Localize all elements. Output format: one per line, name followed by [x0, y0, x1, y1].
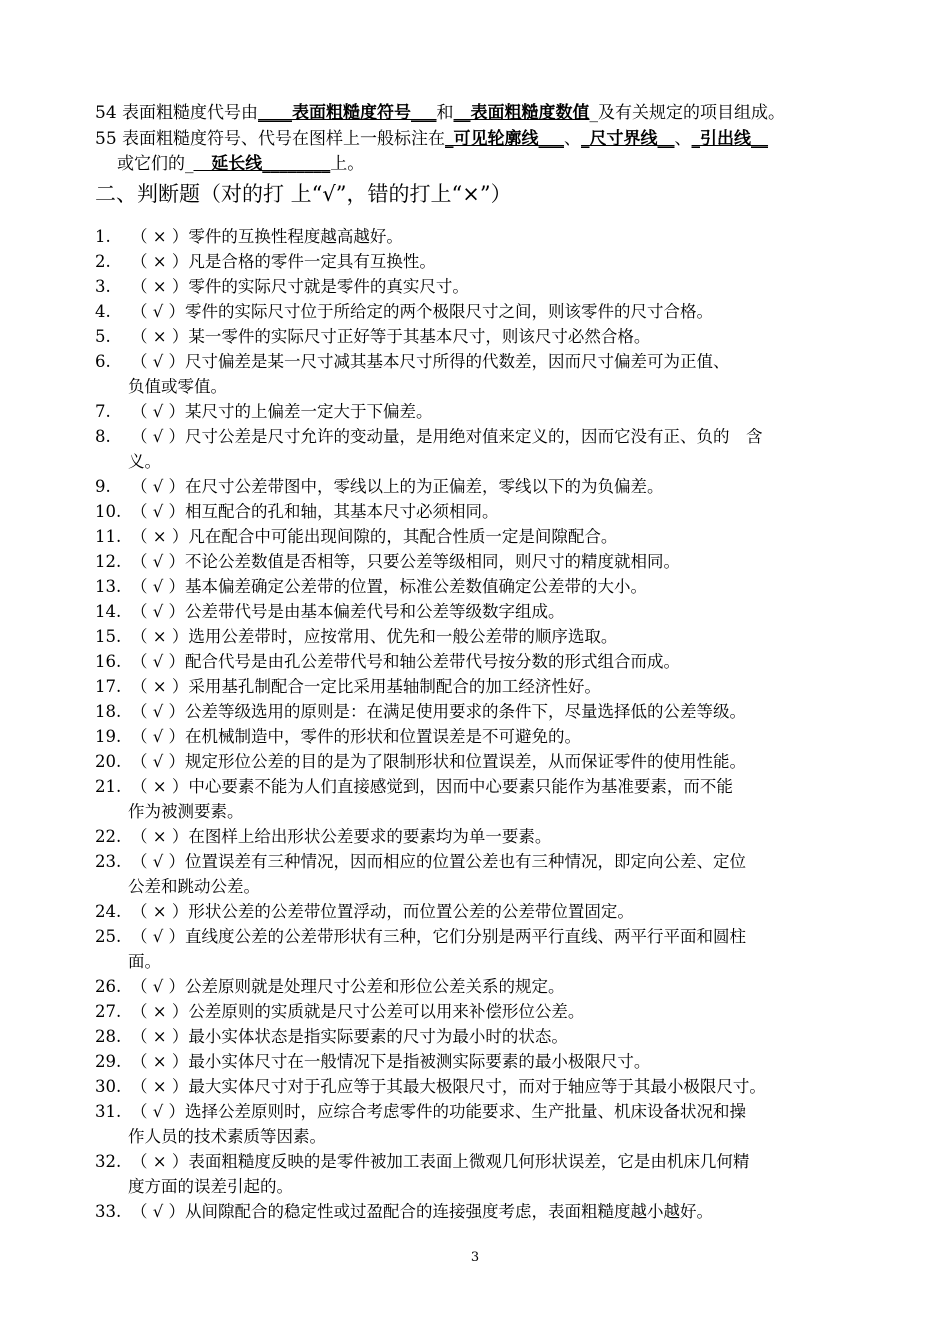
- item-statement: （ × ）中心要素不能为人们直接感觉到，因而中心要素只能作为基准要素，而不能: [131, 777, 733, 796]
- item-statement: （ × ）在图样上给出形状公差要求的要素均为单一要素。: [131, 827, 552, 846]
- list-item: [0, 1024, 950, 1049]
- question-55-continuation: [117, 152, 887, 177]
- list-item: [0, 924, 950, 974]
- item-statement: （ × ）最小实体尺寸在一般情况下是指被测实际要素的最小极限尺寸。: [131, 1052, 651, 1071]
- list-item: [0, 399, 950, 424]
- item-statement: （ √ ）相互配合的孔和轴，其基本尺寸必须相同。: [131, 502, 499, 521]
- item-statement: （ √ ）从间隙配合的稳定性或过盈配合的连接强度考虑，表面粗糙度越小越好。: [131, 1202, 714, 1221]
- item-text: [131, 1024, 861, 1049]
- list-item: [0, 674, 950, 699]
- item-number: 10.: [95, 502, 122, 521]
- item-statement: （ × ）最小实体状态是指实际要素的尺寸为最小时的状态。: [131, 1027, 568, 1046]
- item-number: 21.: [95, 777, 122, 796]
- question-55: [95, 127, 865, 152]
- q54-answer-2: __表面粗糙度数值: [453, 103, 590, 123]
- item-statement-continuation: 公差和跳动公差。: [128, 877, 260, 896]
- item-statement-continuation: 义。: [128, 452, 161, 471]
- item-statement: （ √ ）公差原则就是处理尺寸公差和形位公差关系的规定。: [131, 977, 565, 996]
- item-text: [131, 674, 861, 699]
- list-item: [0, 1199, 950, 1224]
- item-text: [128, 774, 861, 824]
- q54-middle: 和: [436, 103, 454, 123]
- item-text: [128, 424, 861, 474]
- item-statement: （ × ）最大实体尺寸对于孔应等于其最大极限尺寸，而对于轴应等于其最小极限尺寸。: [131, 1077, 766, 1096]
- item-statement: （ √ ）在尺寸公差带图中，零线以上的为正偏差，零线以下的为负偏差。: [131, 477, 664, 496]
- item-statement: （ √ ）公差带代号是由基本偏差代号和公差等级数字组成。: [131, 602, 565, 621]
- item-text: [128, 1149, 861, 1199]
- item-text: [128, 349, 861, 399]
- list-item: [0, 1099, 950, 1149]
- item-text: [131, 1049, 861, 1074]
- item-statement: （ × ）凡在配合中可能出现间隙的，其配合性质一定是间隙配合。: [131, 527, 618, 546]
- list-item: [0, 274, 950, 299]
- item-text: [128, 849, 861, 899]
- item-number: 16.: [95, 652, 122, 671]
- item-number: 1.: [95, 227, 111, 246]
- item-number: 13.: [95, 577, 122, 596]
- q55-answer-4: 延长线________: [193, 154, 331, 174]
- q55-cont-suffix: 上。: [330, 154, 365, 174]
- item-statement: （ √ ）公差等级选用的原则是：在满足使用要求的条件下，尽量选择低的公差等级。: [131, 702, 747, 721]
- list-item: [0, 424, 950, 474]
- list-item: [0, 549, 950, 574]
- q54-answer-1: ____表面粗糙度符号___: [258, 103, 437, 123]
- list-item: [0, 324, 950, 349]
- list-item: [0, 899, 950, 924]
- q55-answer-3: _引出线__: [691, 129, 769, 149]
- list-item: [0, 224, 950, 249]
- list-item: [0, 749, 950, 774]
- item-statement: （ √ ）基本偏差确定公差带的位置，标准公差数值确定公差带的大小。: [131, 577, 648, 596]
- item-text: [131, 524, 861, 549]
- list-item: [0, 999, 950, 1024]
- item-statement-continuation: 作人员的技术素质等因素。: [128, 1127, 326, 1146]
- item-number: 30.: [95, 1077, 122, 1096]
- list-item: [0, 974, 950, 999]
- true-false-list: [0, 224, 950, 1224]
- item-statement: （ × ）公差原则的实质就是尺寸公差可以用来补偿形位公差。: [131, 1002, 585, 1021]
- item-number: 31.: [95, 1102, 122, 1121]
- item-text: [131, 299, 861, 324]
- item-statement: （ √ ）规定形位公差的目的是为了限制形状和位置误差，从而保证零件的使用性能。: [131, 752, 747, 771]
- question-54: [95, 101, 865, 126]
- item-number: 23.: [95, 852, 122, 871]
- item-number: 29.: [95, 1052, 122, 1071]
- q54-suffix: _及有关规定的项目组成。: [589, 103, 786, 123]
- item-statement: （ √ ）位置误差有三种情况，因而相应的位置公差也有三种情况，即定向公差、定位: [131, 852, 747, 871]
- item-number: 33.: [95, 1202, 122, 1221]
- section-title: 二、判断题（对的打 上“√”，错的打上“×”）: [95, 182, 512, 206]
- list-item: [0, 699, 950, 724]
- list-item: [0, 524, 950, 549]
- item-number: 9.: [95, 477, 111, 496]
- item-number: 27.: [95, 1002, 122, 1021]
- item-number: 3.: [95, 277, 111, 296]
- item-statement-continuation: 度方面的误差引起的。: [128, 1177, 293, 1196]
- item-statement: （ √ ）直线度公差的公差带形状有三种，它们分别是两平行直线、两平行平面和圆柱: [131, 927, 747, 946]
- item-statement: （ × ）零件的实际尺寸就是零件的真实尺寸。: [131, 277, 469, 296]
- item-statement: （ √ ）选择公差原则时，应综合考虑零件的功能要求、生产批量、机床设备状况和操: [131, 1102, 747, 1121]
- item-statement: （ × ）采用基孔制配合一定比采用基轴制配合的加工经济性好。: [131, 677, 601, 696]
- item-text: [131, 274, 861, 299]
- item-number: 14.: [95, 602, 122, 621]
- item-statement-continuation: 面。: [128, 952, 161, 971]
- q55-answer-1: _可见轮廓线___: [445, 129, 565, 149]
- item-text: [131, 474, 861, 499]
- item-number: 11.: [95, 527, 122, 546]
- item-statement: （ × ）凡是合格的零件一定具有互换性。: [131, 252, 436, 271]
- item-text: [131, 324, 861, 349]
- list-item: [0, 574, 950, 599]
- item-number: 19.: [95, 727, 122, 746]
- item-statement: （ √ ）在机械制造中，零件的形状和位置误差是不可避免的。: [131, 727, 582, 746]
- item-number: 2.: [95, 252, 111, 271]
- item-number: 7.: [95, 402, 111, 421]
- list-item: [0, 299, 950, 324]
- item-number: 18.: [95, 702, 122, 721]
- item-statement: （ × ）选用公差带时，应按常用、优先和一般公差带的顺序选取。: [131, 627, 618, 646]
- item-text: [131, 224, 861, 249]
- item-statement: （ × ）某一零件的实际尺寸正好等于其基本尺寸，则该尺寸必然合格。: [131, 327, 651, 346]
- item-number: 20.: [95, 752, 122, 771]
- item-text: [131, 499, 861, 524]
- item-statement: （ √ ）尺寸偏差是某一尺寸减其基本尺寸所得的代数差，因而尺寸偏差可为正值、: [131, 352, 730, 371]
- q55-sep-1: 、: [564, 129, 582, 149]
- item-number: 28.: [95, 1027, 122, 1046]
- item-text: [131, 574, 861, 599]
- item-statement: （ √ ）零件的实际尺寸位于所给定的两个极限尺寸之间，则该零件的尺寸合格。: [131, 302, 714, 321]
- item-text: [131, 549, 861, 574]
- list-item: [0, 474, 950, 499]
- q55-answer-2: _尺寸界线__: [581, 129, 675, 149]
- item-statement-continuation: 作为被测要素。: [128, 802, 244, 821]
- q55-sep-2: 、: [674, 129, 692, 149]
- item-text: [131, 749, 861, 774]
- item-statement: （ × ）表面粗糙度反映的是零件被加工表面上微观几何形状误差，它是由机床几何精: [131, 1152, 750, 1171]
- item-text: [131, 249, 861, 274]
- list-item: [0, 724, 950, 749]
- item-text: [131, 649, 861, 674]
- item-statement: （ √ ）不论公差数值是否相等，只要公差等级相同，则尺寸的精度就相同。: [131, 552, 681, 571]
- list-item: [0, 249, 950, 274]
- item-text: [131, 699, 861, 724]
- item-statement: （ √ ）尺寸公差是尺寸允许的变动量，是用绝对值来定义的，因而它没有正、负的 含: [131, 427, 763, 446]
- item-statement-continuation: 负值或零值。: [128, 377, 227, 396]
- page-number: 3: [470, 1250, 480, 1265]
- item-number: 12.: [95, 552, 122, 571]
- item-number: 17.: [95, 677, 122, 696]
- item-text: [131, 1199, 861, 1224]
- list-item: [0, 1074, 950, 1099]
- list-item: [0, 774, 950, 824]
- item-text: [131, 599, 861, 624]
- item-text: [131, 724, 861, 749]
- item-text: [131, 974, 861, 999]
- list-item: [0, 649, 950, 674]
- item-number: 5.: [95, 327, 111, 346]
- item-number: 24.: [95, 902, 122, 921]
- item-text: [131, 624, 861, 649]
- q54-prefix: 54 表面粗糙度代号由: [95, 103, 259, 123]
- item-number: 4.: [95, 302, 111, 321]
- q55-cont-prefix: 或它们的_: [117, 154, 194, 174]
- item-text: [131, 399, 861, 424]
- item-text: [131, 1074, 861, 1099]
- item-text: [128, 1099, 861, 1149]
- item-number: 6.: [95, 352, 111, 371]
- list-item: [0, 824, 950, 849]
- q55-prefix: 55 表面粗糙度符号、代号在图样上一般标注在: [95, 129, 446, 149]
- item-number: 15.: [95, 627, 122, 646]
- list-item: [0, 849, 950, 899]
- item-number: 8.: [95, 427, 111, 446]
- list-item: [0, 1149, 950, 1199]
- list-item: [0, 1049, 950, 1074]
- item-text: [128, 924, 861, 974]
- item-number: 32.: [95, 1152, 122, 1171]
- list-item: [0, 624, 950, 649]
- item-statement: （ √ ）配合代号是由孔公差带代号和轴公差带代号按分数的形式组合而成。: [131, 652, 681, 671]
- item-number: 26.: [95, 977, 122, 996]
- item-statement: （ √ ）某尺寸的上偏差一定大于下偏差。: [131, 402, 433, 421]
- list-item: [0, 599, 950, 624]
- item-text: [131, 999, 861, 1024]
- item-text: [131, 899, 861, 924]
- item-text: [131, 824, 861, 849]
- item-number: 22.: [95, 827, 122, 846]
- item-number: 25.: [95, 927, 122, 946]
- list-item: [0, 499, 950, 524]
- item-statement: （ × ）形状公差的公差带位置浮动，而位置公差的公差带位置固定。: [131, 902, 634, 921]
- item-statement: （ × ）零件的互换性程度越高越好。: [131, 227, 403, 246]
- list-item: [0, 349, 950, 399]
